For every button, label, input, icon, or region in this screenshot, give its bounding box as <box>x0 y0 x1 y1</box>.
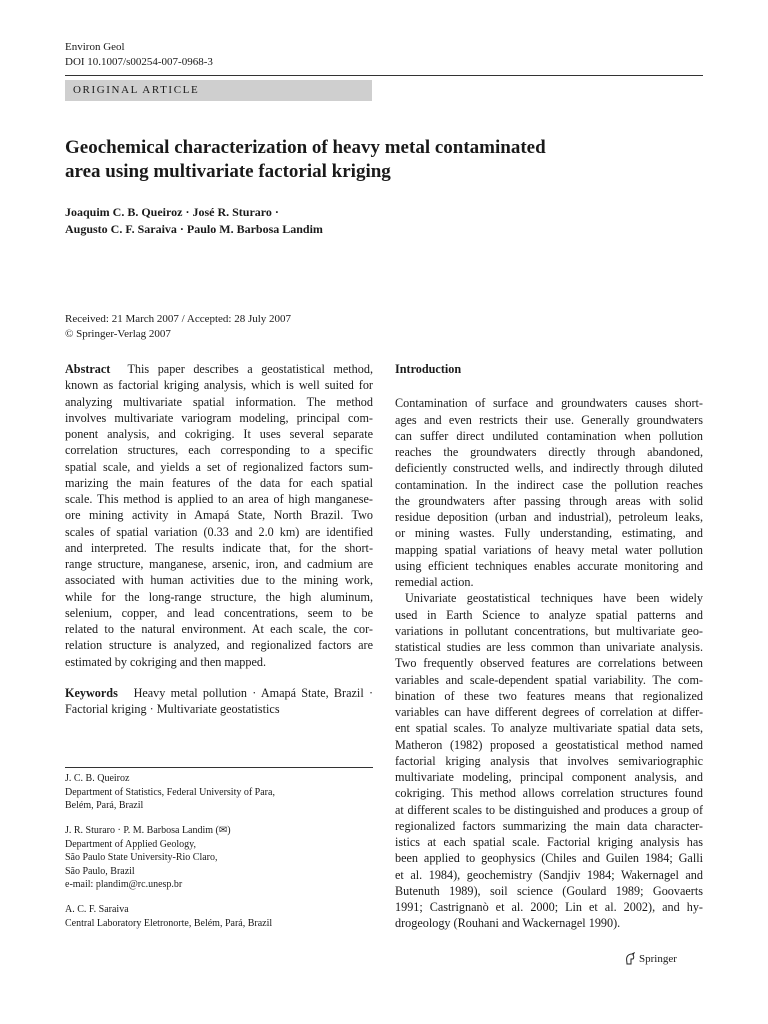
intro-line: deficiently constructed wells, and indirectly through diluted <box>395 461 703 476</box>
intro-line: Univariate geostatistical techniques have been widely <box>405 591 703 606</box>
doi[interactable]: DOI 10.1007/s00254-007-0968-3 <box>65 56 213 68</box>
intro-line: the groundwaters after passing through areas with solid <box>395 493 703 508</box>
affiliation-line: J. R. Sturaro · P. M. Barbosa Landim (✉) <box>65 825 231 836</box>
abstract-line: correlation structures, each corresponding to a specific <box>65 443 373 458</box>
affiliation-rule <box>65 767 373 768</box>
abstract-line: known as factorial kriging analysis, which is well suited for <box>65 378 373 393</box>
abstract-line: involves multivariate variogram modeling, principal com- <box>65 410 373 425</box>
abstract-line: analyzing multivariate spatial information. The method <box>65 394 373 409</box>
publisher-name: Springer <box>639 952 677 965</box>
affiliation-line: São Paulo, Brazil <box>65 865 135 877</box>
abstract-line: related to the natural environment. At each scale, the cor- <box>65 622 373 636</box>
publication-dates <box>65 312 291 342</box>
affiliation-line: A. C. F. Saraiva <box>65 904 129 915</box>
affiliation-line: Department of Statistics, Federal University of Para, <box>65 786 275 798</box>
intro-line: ent spatial scales. To analyze multivariate spatial data sets, <box>395 721 703 736</box>
abstract-line: and interpreted. The results indicate that, for the short- <box>65 540 373 555</box>
abstract-line: relation structure is analyzed, and regionalized factors are <box>65 638 373 653</box>
affiliation-block <box>65 772 373 813</box>
intro-line: using efficient techniques enables accurate monitoring and <box>395 558 703 573</box>
intro-line: cokriging. This method allows correlation structures found <box>395 786 703 801</box>
abstract <box>65 361 373 670</box>
abstract-line: scales of spatial variation (0.33 and 2.0 km) are identified <box>65 524 373 539</box>
affiliation-line: Belém, Pará, Brazil <box>65 800 144 811</box>
intro-line: Matheron (1982) proposed a geostatistical method named <box>395 737 703 752</box>
intro-line: reaches the groundwaters directly through abandoned, <box>395 445 703 459</box>
affiliation-line: J. C. B. Queiroz <box>65 773 130 784</box>
journal-name: Environ Geol <box>65 41 125 53</box>
affiliation-line: São Paulo State University-Rio Claro, <box>65 852 218 863</box>
intro-line: can suffer direct undiluted contamination when pollution <box>395 428 703 443</box>
journal-header <box>65 40 213 70</box>
intro-line: variations in pollutant concentrations, but multivariate geo- <box>395 623 703 638</box>
article-type-banner: ORIGINAL ARTICLE <box>65 80 372 101</box>
intro-line: variables and scale-dependent spatial variability. The com- <box>395 672 703 687</box>
keywords-line: Factorial kriging · Multivariate geostatistics <box>65 702 280 717</box>
intro-line: 1991; Castrignanò et al. 2000; Lin et al. 2002), and hy- <box>395 900 703 914</box>
title-line: area using multivariate factorial kriging <box>65 161 391 182</box>
intro-line: multivariate modeling, principal component analysis, and <box>395 770 703 784</box>
intro-line: been applied to geophysics (Chiles and Guilen 1984; Galli <box>395 851 703 866</box>
abstract-line: associated with human activities due to the mining work, <box>65 573 373 588</box>
section-heading: Introduction <box>395 362 462 376</box>
intro-line: residue deposition (urban and industrial), petroleum leaks, <box>395 510 703 524</box>
abstract-line: range structure, manganese, arsenic, iron, and cadmium are <box>65 557 373 571</box>
keywords-label: Keywords <box>65 686 118 700</box>
abstract-line: marizing the main features of the data for each spatial <box>65 475 373 490</box>
email-link[interactable]: e-mail: plandim@rc.unesp.br <box>65 879 183 890</box>
intro-line: regionalized factors summarizing the main data character- <box>395 818 703 833</box>
paper-title <box>65 136 665 184</box>
intro-line: Contamination of surface and groundwaters causes short- <box>395 396 703 411</box>
intro-line: or mining wastes. Fully understanding, estimating, and <box>395 526 703 541</box>
abstract-line: ore mining activity in Amapá State, North Brazil. Two <box>65 508 373 523</box>
copyright: © Springer-Verlag 2007 <box>65 328 171 340</box>
intro-line: at different scales to be distinguished and produces a group of <box>395 802 703 817</box>
intro-line: ages and even restricts their use. Generally groundwaters <box>395 412 703 427</box>
intro-line: used in Earth Science to analyze spatial patterns and <box>395 607 703 622</box>
intro-line: bination of these two features means that regionalized <box>395 688 703 703</box>
intro-line: mapping spatial variations of heavy metal water pollution <box>395 542 703 557</box>
introduction <box>395 361 703 932</box>
abstract-line: spatial scale, and yields a set of regionalized factors sum- <box>65 459 373 474</box>
keywords <box>65 685 373 718</box>
abstract-line: Abstract This paper describes a geostatistical method, <box>65 362 373 376</box>
intro-line: istics at each spatial scale. Factorial kriging analysis has <box>395 835 703 849</box>
authors-line: Joaquim C. B. Queiroz · José R. Sturaro · <box>65 205 279 219</box>
affiliation-line: Central Laboratory Eletronorte, Belém, Pará, Brazil <box>65 917 273 929</box>
author-list <box>65 204 565 238</box>
affiliation-block <box>65 903 373 930</box>
abstract-line: estimated by cokriging and then mapped. <box>65 654 267 669</box>
intro-line: Two frequently observed features are correlations between <box>395 656 703 671</box>
abstract-line: ponent analysis, and cokriging. It uses several separate <box>65 427 373 441</box>
received-accepted: Received: 21 March 2007 / Accepted: 28 July 2007 <box>65 313 292 325</box>
authors-line: Augusto C. F. Saraiva · Paulo M. Barbosa Landim <box>65 222 323 236</box>
intro-line: drogeology (Rouhani and Wackernagel 1990). <box>395 916 621 931</box>
affiliation-line: Department of Applied Geology, <box>65 838 196 850</box>
intro-line: remedial action. <box>395 575 474 589</box>
abstract-line: selenium, copper, and lead concentrations, seem to be <box>65 605 373 620</box>
intro-line: et al. 1984), geochemistry (Sandjiv 1984; Wakernagel and <box>395 867 703 882</box>
abstract-line: scale. This method is applied to an area of high manganese- <box>65 492 373 506</box>
springer-horse-icon <box>624 952 636 965</box>
header-rule <box>65 75 703 76</box>
abstract-label: Abstract <box>65 362 111 376</box>
keywords-line: Keywords Heavy metal pollution · Amapá State, Brazil · <box>65 686 373 700</box>
abstract-line: while for the long-range structure, the high aluminum, <box>65 589 373 604</box>
intro-line: Butenuth 1989), soil science (Goulard 1989; Goovaerts <box>395 883 703 898</box>
intro-line: factorial kriging analysis that involves semivariographic <box>395 753 703 768</box>
title-line: Geochemical characterization of heavy metal contaminated <box>65 137 546 158</box>
affiliation-block <box>65 824 373 892</box>
publisher-logo <box>624 952 677 965</box>
intro-line: variables can have different degrees of correlation at differ- <box>395 705 703 719</box>
intro-line: statistical studies are less common than univariate analysis. <box>395 640 703 654</box>
intro-line: contamination. In the indirect case the pollution reaches <box>395 477 703 492</box>
